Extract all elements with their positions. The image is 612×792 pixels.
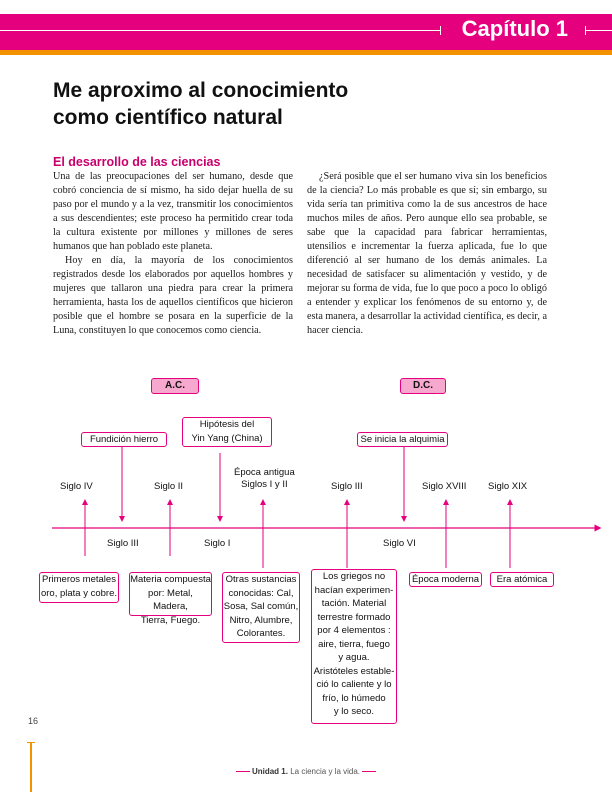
page-title-line-2: como científico natural bbox=[53, 106, 283, 129]
footer-unit-text: La ciencia y la vida. bbox=[290, 767, 361, 776]
event-yin-yang-line-1: Hipótesis del bbox=[199, 419, 255, 430]
label-siglo-xix: Siglo XIX bbox=[488, 481, 528, 492]
label-siglo-iv: Siglo IV bbox=[60, 481, 93, 492]
label-siglo-iii-ac: Siglo III bbox=[107, 538, 139, 549]
event-los-griegos-line-5: por 4 elementos : bbox=[317, 625, 391, 636]
event-alquimia: Se inicia la alquimia bbox=[357, 432, 448, 447]
label-epoca-antigua-line-1: Época antigua bbox=[234, 467, 295, 478]
era-dc-badge: D.C. bbox=[400, 378, 446, 394]
footer-unit: Unidad 1. bbox=[251, 767, 288, 776]
event-los-griegos-line-2: hacían experimen- bbox=[314, 584, 394, 596]
page-number: 16 bbox=[28, 716, 39, 726]
footer-dash-right bbox=[362, 771, 376, 772]
label-epoca-antigua bbox=[234, 467, 295, 490]
event-los-griegos-line-4: terrestre formado bbox=[317, 611, 391, 623]
page-title-line-1: Me aproximo al conocimiento bbox=[53, 79, 349, 102]
event-otras-sustancias-line-2: conocidas: Cal, bbox=[228, 587, 294, 599]
paragraph: Una de las preocupaciones del ser humano, desde que cobró conciencia de sí mismo, ha sido dejar huella de su paso por el mundo y a la vez, transmitir los conocimientos a sus descendientes; este proceso ha permitido crear toda la cultura existente por millones y millones de seres humanos que han poblado este planeta. bbox=[53, 171, 293, 252]
event-los-griegos-line-7: y agua. bbox=[338, 652, 370, 663]
label-siglo-iii-dc: Siglo III bbox=[331, 481, 363, 492]
event-otras-sustancias-line-1: Otras sustancias bbox=[225, 574, 297, 585]
event-otras-sustancias-line-5: Colorantes. bbox=[236, 628, 286, 639]
era-ac-badge: A.C. bbox=[151, 378, 199, 394]
label-siglo-vi: Siglo VI bbox=[383, 538, 416, 549]
event-primeros-metales-line-2: oro, plata y cobre. bbox=[40, 587, 118, 599]
event-primeros-metales-line-1: Primeros metales bbox=[42, 574, 116, 585]
event-otras-sustancias-line-3: Sosa, Sal común, bbox=[223, 601, 299, 612]
event-era-atomica: Era atómica bbox=[490, 572, 554, 587]
event-los-griegos-line-1: Los griegos no bbox=[322, 571, 386, 582]
event-los-griegos-line-9: ció lo caliente y lo bbox=[316, 679, 392, 690]
label-epoca-antigua-line-2: Siglos I y II bbox=[241, 479, 288, 490]
event-materia-compuesta-line-1: Materia compuesta bbox=[130, 574, 211, 585]
event-otras-sustancias-line-4: Nitro, Alumbre, bbox=[229, 614, 293, 626]
event-primeros-metales bbox=[39, 572, 119, 603]
chapter-title: Capítulo 1 bbox=[461, 16, 568, 41]
paragraph: Hoy en día, la mayoría de los conocimientos registrados desde los elaborados por aquellos hombres y mujeres que tallaron una piedra para crear la primera herramienta, hasta los de aquellos científicos que hicieron posible que el hombre se posara en la superficie de la Luna, constituyen lo que conocemos como ciencia. bbox=[53, 255, 293, 336]
footer-dash-left bbox=[236, 771, 250, 772]
event-los-griegos-line-11: y lo seco. bbox=[333, 706, 375, 717]
event-los-griegos-line-10: frío, lo húmedo bbox=[322, 692, 386, 704]
event-materia-compuesta-line-3: Tierra, Fuego. bbox=[140, 614, 201, 626]
label-siglo-ii: Siglo II bbox=[154, 481, 184, 492]
event-yin-yang bbox=[182, 417, 272, 447]
event-otras-sustancias bbox=[222, 572, 300, 643]
event-los-griegos bbox=[311, 569, 397, 724]
event-yin-yang-line-2: Yin Yang (China) bbox=[191, 432, 263, 444]
event-los-griegos-line-3: tación. Material bbox=[321, 598, 387, 609]
section-heading: El desarrollo de las ciencias bbox=[53, 155, 221, 169]
event-los-griegos-line-8: Aristóteles estable- bbox=[313, 665, 395, 677]
event-materia-compuesta-line-2: por: Metal, Madera, bbox=[148, 587, 193, 612]
event-materia-compuesta bbox=[129, 572, 212, 626]
event-los-griegos-line-6: aire, tierra, fuego bbox=[318, 638, 390, 650]
paragraph: ¿Será posible que el ser humano viva sin los beneficios de la ciencia? Lo más probable es que sí; sin embargo, su vida sería tan primitiva como la de sus ancestros de hace muchos miles de años. Pero aunque ello sea probable, se sabe que la capacidad para fabricar herramientas, utensilios e incrementar la fuerza aplicada, fue lo que diferenció al ser humano de los demás animales. La necesidad de satisfacer su alimentación y vestido, y de mejorar su forma de vida, fue lo que poco a poco lo obligó a entender y explicar los fenómenos de su entorno y, de esta manera, a desarrollar la actividad científica, es decir, a hacer ciencia. bbox=[307, 171, 547, 336]
event-fundicion-hierro: Fundición hierro bbox=[81, 432, 167, 447]
label-siglo-i: Siglo I bbox=[204, 538, 231, 549]
page-footer bbox=[0, 767, 612, 776]
event-epoca-moderna: Época moderna bbox=[409, 572, 482, 587]
label-siglo-xviii: Siglo XVIII bbox=[422, 481, 467, 492]
